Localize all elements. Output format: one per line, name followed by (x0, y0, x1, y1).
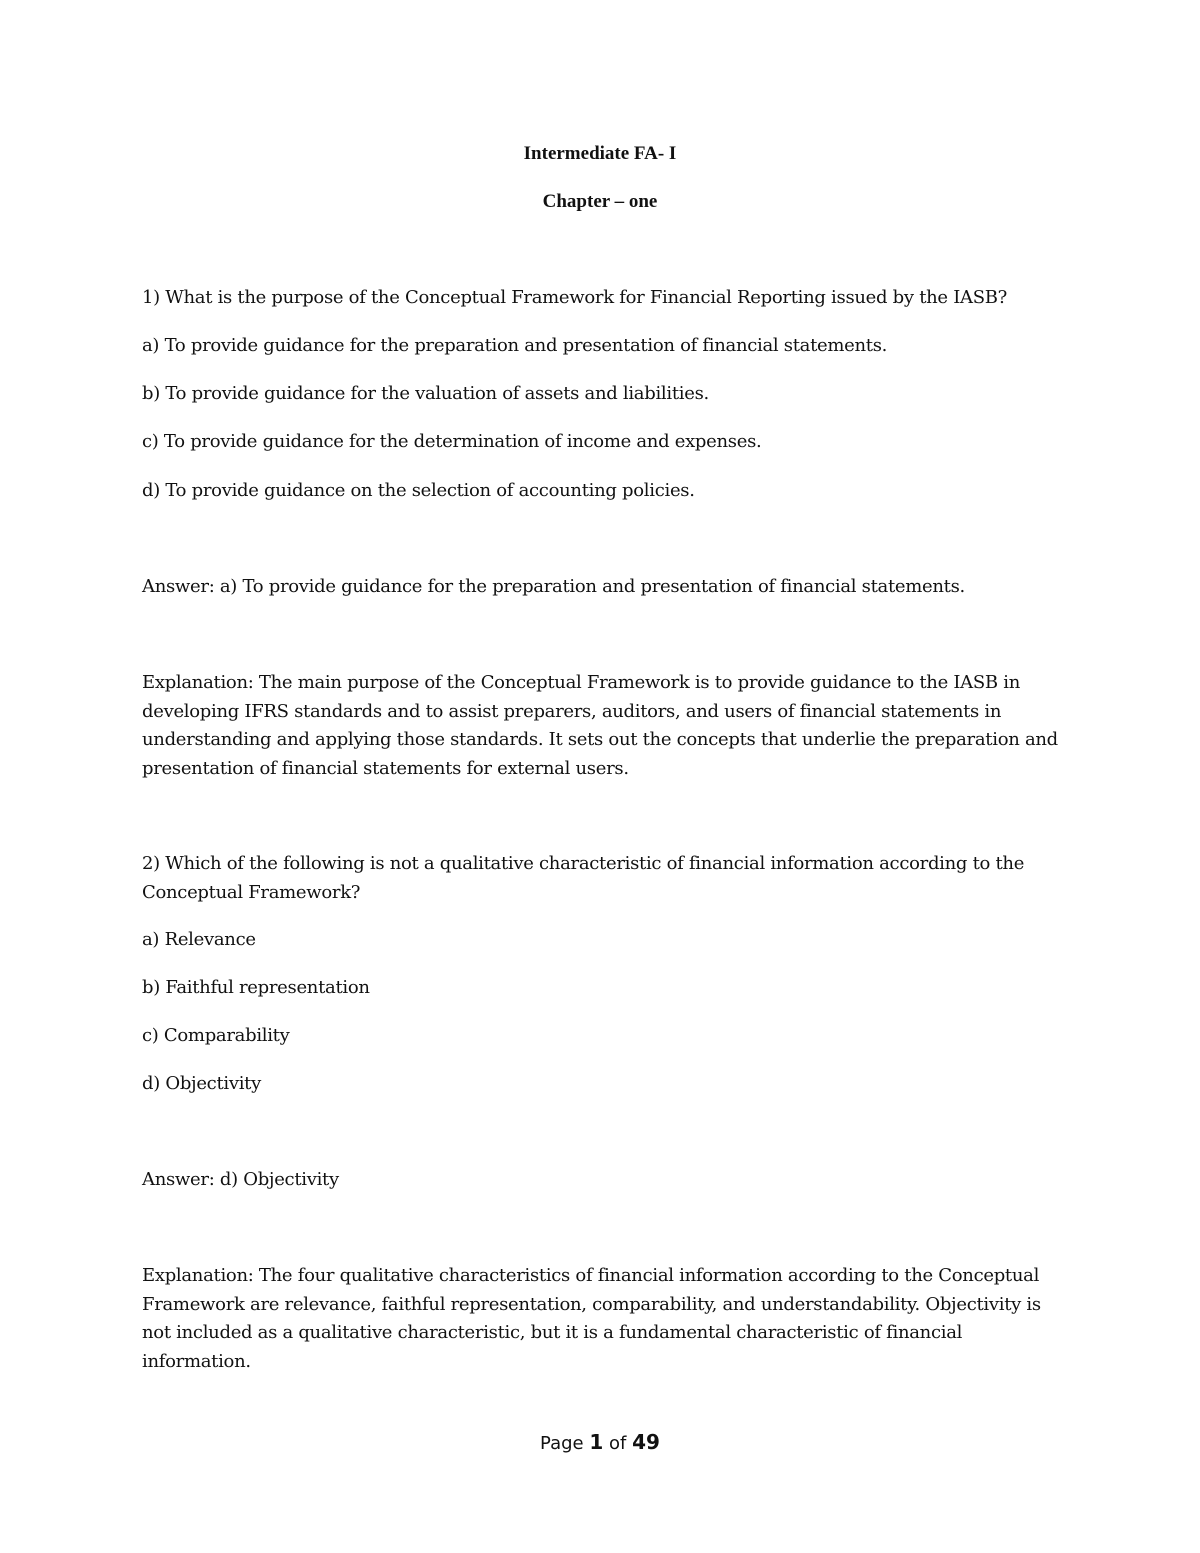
question-2-option-b: b) Faithful representation (142, 977, 370, 998)
question-2-text: 2) Which of the following is not a qualitative characteristic of financial information according to the Conceptual Framework? (142, 853, 1025, 903)
question-2-explanation: Explanation: The four qualitative characteristics of financial information according to the Conceptual Framework are relevance, faithful representation, comparability, and understandability. Objectivity is not included as a qualitative characteristic, but it is a fundamental characteristic of financial information. (142, 1265, 1041, 1372)
page-footer (0, 1430, 1200, 1454)
chapter-heading: Chapter – one (542, 191, 658, 212)
question-2-answer: Answer: d) Objectivity (142, 1169, 339, 1190)
question-1-option-b: b) To provide guidance for the valuation of assets and liabilities. (142, 383, 709, 404)
question-1-option-a: a) To provide guidance for the preparation and presentation of financial statements. (142, 335, 888, 356)
question-1-option-c: c) To provide guidance for the determination of income and expenses. (142, 431, 762, 452)
footer-page-number: 1 (589, 1430, 604, 1454)
footer-page-word: Page (540, 1433, 584, 1454)
question-1-answer: Answer: a) To provide guidance for the preparation and presentation of financial statements. (142, 576, 965, 597)
question-2-option-c: c) Comparability (142, 1025, 290, 1046)
question-1-explanation: Explanation: The main purpose of the Conceptual Framework is to provide guidance to the IASB in developing IFRS standards and to assist preparers, auditors, and users of financial statements in understanding and applying those standards. It sets out the concepts that underlie the preparation and presentation of financial statements for external users. (142, 672, 1058, 779)
document-title: Intermediate FA- I (523, 143, 677, 164)
footer-of-word: of (609, 1433, 627, 1454)
question-2-option-d: d) Objectivity (142, 1073, 261, 1094)
question-1-text: 1) What is the purpose of the Conceptual Framework for Financial Reporting issued by the IASB? (142, 287, 1008, 308)
footer-page-total: 49 (632, 1430, 660, 1454)
question-2-option-a: a) Relevance (142, 929, 256, 950)
question-1-option-d: d) To provide guidance on the selection of accounting policies. (142, 480, 695, 501)
